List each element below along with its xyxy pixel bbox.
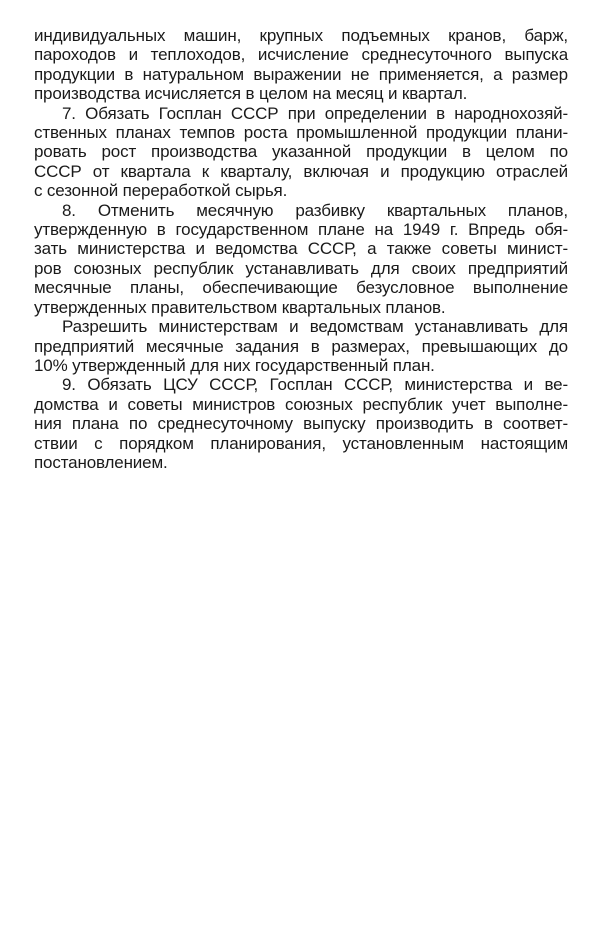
text-line: 7. Обязать Госплан СССР при определении в народнохозяй- (62, 103, 568, 123)
paragraph-item-8 (34, 201, 568, 317)
text-line: предприятий месячные задания в размерах, превышающих до (34, 336, 568, 356)
text-line: 8. Отменить месячную разбивку квартальных планов, (62, 200, 568, 220)
text-line: домства и советы министров союзных республик учет выполне- (34, 394, 568, 414)
paragraph-item-9 (34, 375, 568, 472)
text-line: продукции в натуральном выражении не применяется, а размер (34, 64, 568, 84)
paragraph-continuation (34, 26, 568, 104)
text-line: месячные планы, обеспечивающие безусловное выполнение (34, 278, 568, 298)
text-line: утвержденную в государственном плане на 1949 г. Впредь обя- (34, 220, 568, 240)
paragraph-item-7 (34, 104, 568, 201)
text-line: ствии с порядком планирования, установленным настоящим (34, 433, 568, 453)
text-line: 10% утвержденный для них государственный план. (34, 355, 435, 375)
text-line: производства исчисляется в целом на месяц и квартал. (34, 84, 468, 104)
text-line: постановлением. (34, 452, 168, 472)
text-line: индивидуальных машин, крупных подъемных кранов, барж, (34, 26, 568, 45)
text-line: зать министерства и ведомства СССР, а также советы минист- (34, 239, 568, 259)
text-line: с сезонной переработкой сырья. (34, 181, 288, 201)
text-line: СССР от квартала к кварталу, включая и продукцию отраслей (34, 161, 568, 181)
text-line: Разрешить министерствам и ведомствам устанавливать для (62, 317, 568, 337)
document-page (34, 26, 568, 472)
text-line: ния плана по среднесуточному выпуску производить в соответ- (34, 414, 568, 434)
paragraph-item-8-permission (34, 317, 568, 375)
text-line: ственных планах темпов роста промышленной продукции плани- (34, 123, 568, 143)
text-line: утвержденных правительством квартальных планов. (34, 297, 446, 317)
text-line: ровать рост производства указанной продукции в целом по (34, 142, 568, 162)
text-line: ров союзных республик устанавливать для своих предприятий (34, 258, 568, 278)
text-line: пароходов и теплоходов, исчисление среднесуточного выпуска (34, 45, 568, 65)
text-line: 9. Обязать ЦСУ СССР, Госплан СССР, министерства и ве- (62, 375, 568, 395)
